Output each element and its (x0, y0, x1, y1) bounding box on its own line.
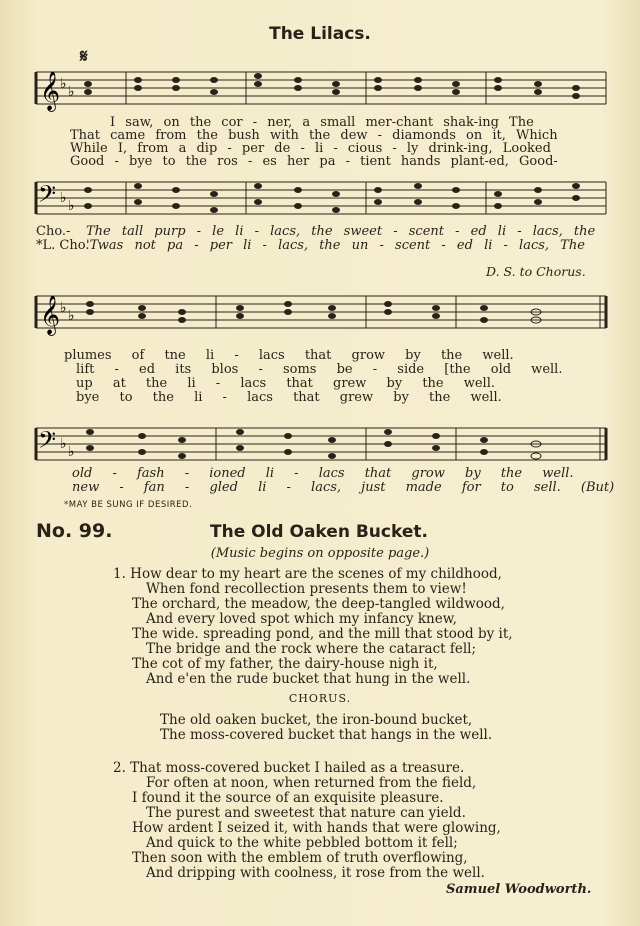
author: Samuel Woodworth. (446, 882, 592, 897)
alt-chorus-label: *L. Cho. (36, 238, 90, 253)
svg-text:♭: ♭ (60, 76, 67, 92)
svg-text:♭: ♭ (68, 84, 75, 100)
system2-lyric-line-2: lift - ed its blos - soms be - side [the old well. (76, 362, 563, 377)
system2-bass-staff (0, 422, 640, 472)
svg-text:𝄞: 𝄞 (40, 295, 61, 335)
system1-treble-staff (0, 66, 640, 116)
svg-text:𝄢: 𝄢 (38, 426, 57, 459)
svg-text:♭: ♭ (60, 190, 67, 206)
verse-line: I found it the source of an exquisite pleasure. (132, 790, 444, 806)
system1-chorus-line-1 (36, 224, 640, 238)
verse-line: When fond recollection presents them to view! (146, 581, 467, 597)
segno-sign: 𝄋 (80, 46, 88, 67)
verse-line: For often at noon, when returned from the field, (146, 775, 477, 791)
song-number: No. 99. (36, 520, 113, 542)
system1-bass-staff (0, 176, 640, 226)
alt-chorus-text: 'Twas not pa - per li - lacs, the un - scent - ed li - lacs, The (86, 238, 585, 253)
svg-text:♭: ♭ (60, 300, 67, 316)
system1-lyric-line-2: That came from the bush with the dew - diamonds on it, Which (70, 128, 558, 143)
svg-text:♭: ♭ (68, 444, 75, 460)
verse-line: The bridge and the rock where the cataract fell; (146, 641, 477, 657)
verse-line: The orchard, the meadow, the deep-tangled wildwood, (132, 596, 505, 612)
footnote: *MAY BE SUNG IF DESIRED. (64, 500, 193, 510)
verse-line: And quick to the white pebbled bottom it fell; (146, 835, 458, 851)
system2-lyric-line-1: plumes of tne li - lacs that grow by the well. (64, 348, 514, 363)
verse-line: 1. How dear to my heart are the scenes of my childhood, (113, 566, 502, 582)
chorus-line: The moss-covered bucket that hangs in the well. (160, 727, 493, 743)
verse-line: And e'en the rude bucket that hung in the well. (146, 671, 471, 687)
system1-chorus-line-2 (36, 238, 640, 252)
chorus-heading: CHORUS. (288, 692, 352, 705)
ds-instruction: D. S. to Chorus. (486, 264, 586, 279)
system2-treble-staff (0, 290, 640, 340)
system2-chorus-line-2: new - fan - gled li - lacs, just made for to sell. (But) (72, 480, 615, 495)
chorus-text: The tall purp - le li - lacs, the sweet - scent - ed li - lacs, the (86, 224, 596, 239)
verse-line: And dripping with coolness, it rose from the well. (146, 865, 485, 881)
system1-lyric-line-3: While I, from a dip - per de - li - cious - ly drink-ing, Looked (70, 141, 551, 156)
verse-line: And every loved spot which my infancy knew, (146, 611, 457, 627)
verse-line: The cot of my father, the dairy-house nigh it, (132, 656, 438, 672)
system1-lyric-line-1: I saw, on the cor - ner, a small mer-chant shak-ing The (110, 115, 534, 130)
system1-lyric-line-4: Good - bye to the ros - es her pa - tient hands plant-ed, Good- (70, 154, 558, 169)
chorus-line: The old oaken bucket, the iron-bound bucket, (160, 712, 473, 728)
chorus-label: Cho.- (36, 224, 71, 239)
bass-clef-icon: 𝄢 (38, 180, 57, 213)
svg-text:♭: ♭ (68, 198, 75, 214)
system2-chorus-line-1: old - fash - ioned li - lacs that grow by the well. (72, 466, 574, 481)
verse-line: 2. That moss-covered bucket I hailed as a treasure. (113, 760, 465, 776)
verse-line: Then soon with the emblem of truth overflowing, (132, 850, 468, 866)
song-note: (Music begins on opposite page.) (210, 546, 430, 561)
verse-line: The purest and sweetest that nature can yield. (146, 805, 466, 821)
hymn-title: The Lilacs. (269, 24, 371, 44)
verse-line: The wide. spreading pond, and the mill that stood by it, (132, 626, 513, 642)
treble-clef-icon: 𝄞 (40, 71, 61, 111)
svg-text:♭: ♭ (68, 308, 75, 324)
system2-lyric-line-4: bye to the li - lacs that grew by the well. (76, 390, 502, 405)
system2-lyric-line-3: up at the li - lacs that grew by the well. (76, 376, 496, 391)
verse-line: How ardent I seized it, with hands that were glowing, (132, 820, 501, 836)
song-title: The Old Oaken Bucket. (210, 522, 428, 542)
svg-text:♭: ♭ (60, 436, 67, 452)
